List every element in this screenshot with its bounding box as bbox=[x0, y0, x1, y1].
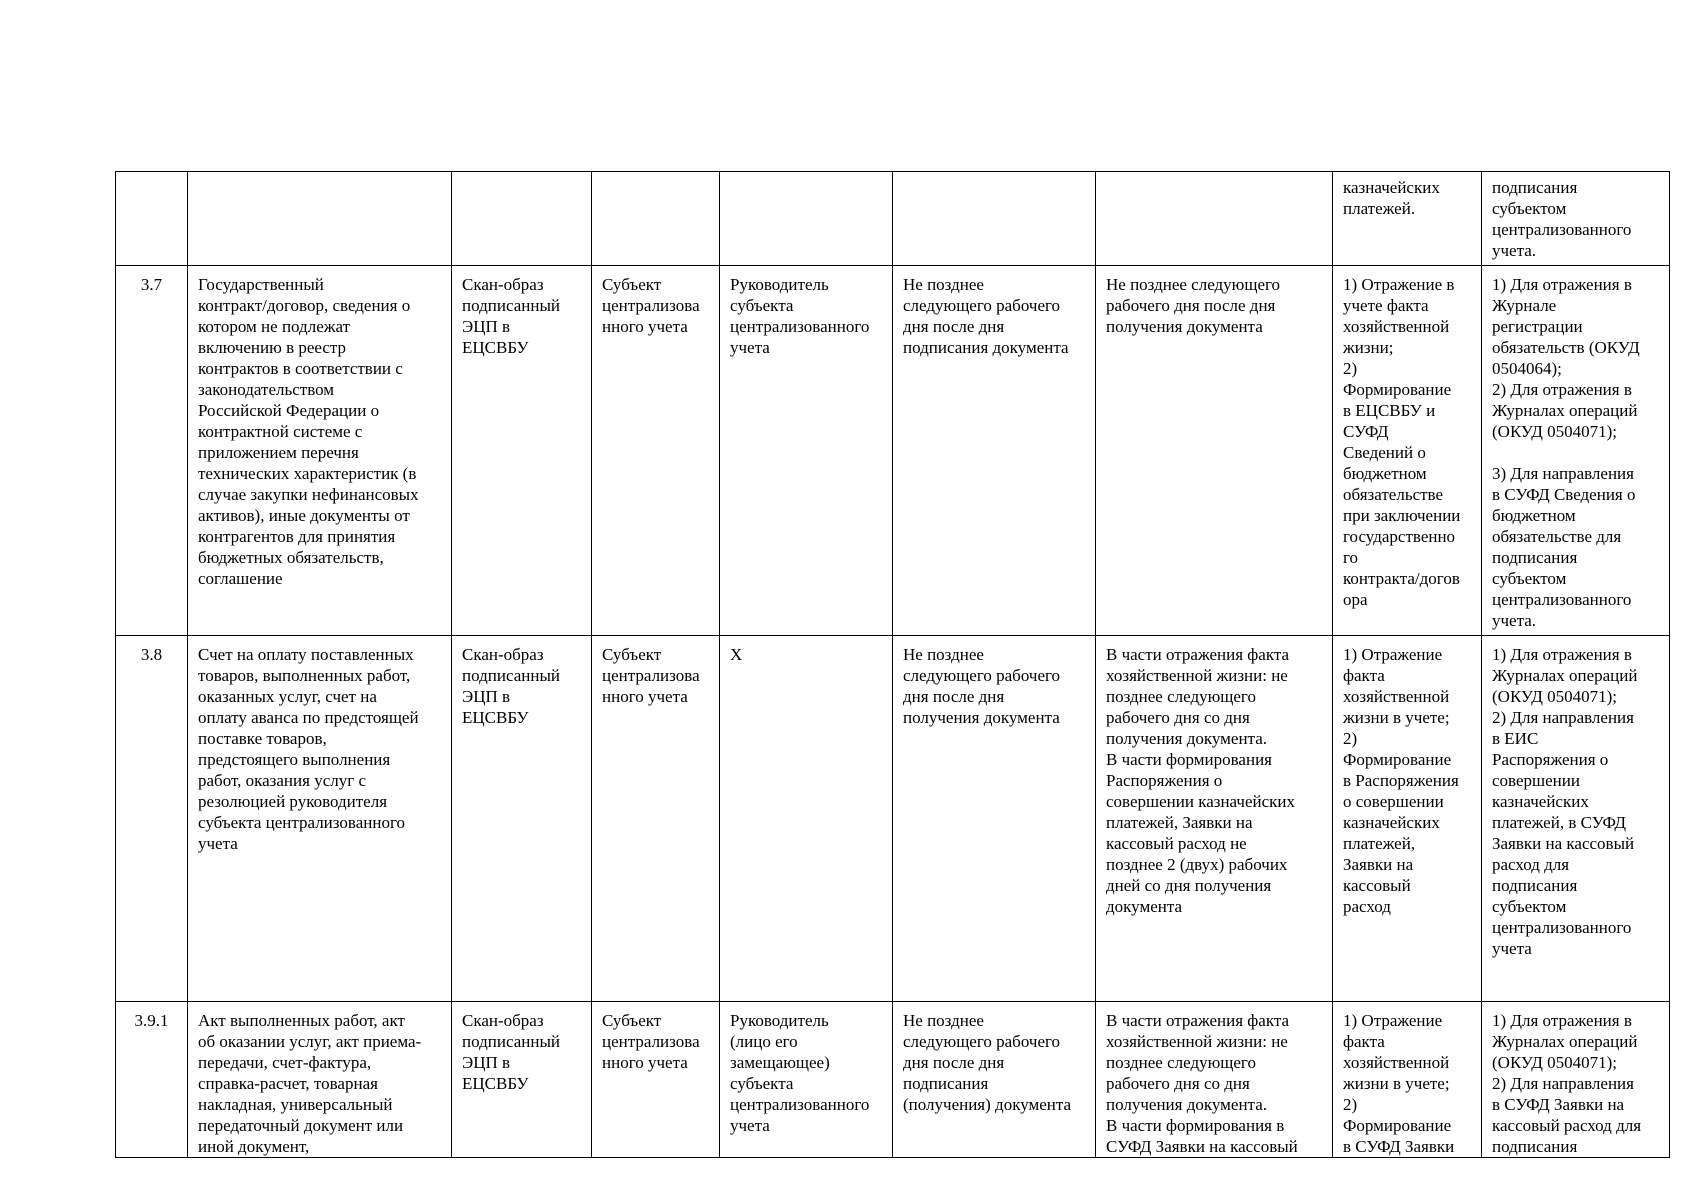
signer-cell: Руководитель (лицо его замещающее) субъекта централизованного учета bbox=[720, 1002, 893, 1158]
table-row bbox=[116, 172, 1670, 266]
action-cell: 1) Отражение факта хозяйственной жизни в учете; 2) Формирование в СУФД Заявки bbox=[1333, 1002, 1482, 1158]
document-form-cell: Скан-образ подписанный ЭЦП в ЕЦСВБУ bbox=[452, 1002, 592, 1158]
row-number: 3.8 bbox=[116, 636, 188, 1002]
table-row bbox=[116, 636, 1670, 1002]
processing-deadline-cell: В части отражения факта хозяйственной жизни: не позднее следующего рабочего дня со дня получения документа. В части формирования Распоряжения о совершении казначейских платежей, Заявки на кассовый расход не позднее 2 (двух) рабочих дней со дня получения документа bbox=[1096, 636, 1333, 1002]
processing-deadline-cell: Не позднее следующего рабочего дня после дня получения документа bbox=[1096, 266, 1333, 636]
processing-deadline-cell: В части отражения факта хозяйственной жизни: не позднее следующего рабочего дня со дня получения документа. В части формирования в СУФД Заявки на кассовый bbox=[1096, 1002, 1333, 1158]
signer-cell: Руководитель субъекта централизованного учета bbox=[720, 266, 893, 636]
table-row bbox=[116, 266, 1670, 636]
action-cell: казначейских платежей. bbox=[1333, 172, 1482, 266]
document-name-cell bbox=[188, 172, 452, 266]
creator-cell: Субъект централизова нного учета bbox=[592, 1002, 720, 1158]
submission-deadline-cell: Не позднее следующего рабочего дня после дня подписания (получения) документа bbox=[893, 1002, 1096, 1158]
procedure-table bbox=[115, 171, 1670, 1158]
document-name-cell: Счет на оплату поставленных товаров, выполненных работ, оказанных услуг, счет на оплату аванса по предстоящей поставке товаров, предстоящего выполнения работ, оказания услуг с резолюцией руководителя субъекта централизованного учета bbox=[188, 636, 452, 1002]
submission-deadline-cell bbox=[893, 172, 1096, 266]
signer-cell bbox=[720, 172, 893, 266]
purpose-cell: подписания субъектом централизованного учета. bbox=[1482, 172, 1670, 266]
submission-deadline-cell: Не позднее следующего рабочего дня после дня подписания документа bbox=[893, 266, 1096, 636]
creator-cell: Субъект централизова нного учета bbox=[592, 266, 720, 636]
document-form-cell bbox=[452, 172, 592, 266]
row-number: 3.7 bbox=[116, 266, 188, 636]
signer-cell: X bbox=[720, 636, 893, 1002]
table-row bbox=[116, 1002, 1670, 1158]
creator-cell bbox=[592, 172, 720, 266]
row-number bbox=[116, 172, 188, 266]
purpose-cell: 1) Для отражения в Журналах операций (ОКУД 0504071); 2) Для направления в СУФД Заявки на кассовый расход для подписания bbox=[1482, 1002, 1670, 1158]
purpose-cell: 1) Для отражения в Журналах операций (ОКУД 0504071); 2) Для направления в ЕИС Распоряжения о совершении казначейских платежей, в СУФД Заявки на кассовый расход для подписания субъектом централизованного учета bbox=[1482, 636, 1670, 1002]
action-cell: 1) Отражение в учете факта хозяйственной жизни; 2) Формирование в ЕЦСВБУ и СУФД Сведений о бюджетном обязательстве при заключении государственно го контракта/догов ора bbox=[1333, 266, 1482, 636]
processing-deadline-cell bbox=[1096, 172, 1333, 266]
document-name-cell: Акт выполненных работ, акт об оказании услуг, акт приема- передачи, счет-фактура, справка-расчет, товарная накладная, универсальный передаточный документ или иной документ, bbox=[188, 1002, 452, 1158]
document-name-cell: Государственный контракт/договор, сведения о котором не подлежат включению в реестр контрактов в соответствии с законодательством Российской Федерации о контрактной системе с приложением перечня технических характеристик (в случае закупки нефинансовых активов), иные документы от контрагентов для принятия бюджетных обязательств, соглашение bbox=[188, 266, 452, 636]
submission-deadline-cell: Не позднее следующего рабочего дня после дня получения документа bbox=[893, 636, 1096, 1002]
purpose-cell: 1) Для отражения в Журнале регистрации обязательств (ОКУД 0504064); 2) Для отражения в Журналах операций (ОКУД 0504071); 3) Для направления в СУФД Сведения о бюджетном обязательстве для подписания субъектом централизованного учета. bbox=[1482, 266, 1670, 636]
action-cell: 1) Отражение факта хозяйственной жизни в учете; 2) Формирование в Распоряжения о совершении казначейских платежей, Заявки на кассовый расход bbox=[1333, 636, 1482, 1002]
row-number: 3.9.1 bbox=[116, 1002, 188, 1158]
document-form-cell: Скан-образ подписанный ЭЦП в ЕЦСВБУ bbox=[452, 636, 592, 1002]
document-form-cell: Скан-образ подписанный ЭЦП в ЕЦСВБУ bbox=[452, 266, 592, 636]
creator-cell: Субъект централизова нного учета bbox=[592, 636, 720, 1002]
